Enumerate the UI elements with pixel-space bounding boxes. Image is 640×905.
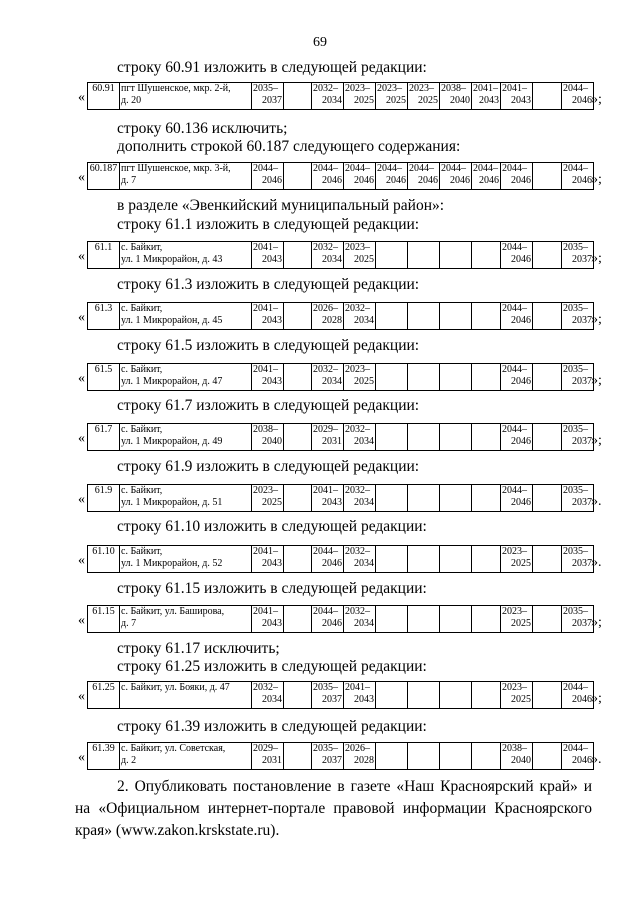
address-line: с. Байкит, (121, 546, 163, 557)
instruction-line: строку 61.17 исключить; (117, 640, 280, 657)
address-line: с. Байкит, ул. Баширова, (121, 606, 225, 617)
period-cell (472, 364, 501, 391)
instruction-line: строку 61.39 изложить в следующей редакции: (117, 718, 427, 735)
address-line: с. Байкит, ул. Бояки, д. 47 (121, 682, 230, 693)
period-cell (533, 83, 562, 110)
section-heading: в разделе «Эвенкийский муниципальный район»: (117, 197, 445, 214)
instruction-line: строку 61.15 изложить в следующей редакции: (117, 580, 427, 597)
opening-quote: « (78, 750, 85, 765)
period-cell: 2032– 2034 (312, 364, 344, 391)
address-line: пгт Шушенское, мкр. 3-й, (121, 163, 231, 174)
opening-quote: « (78, 553, 85, 568)
period-cell (284, 364, 312, 391)
period-cell (472, 546, 501, 573)
address-cell (120, 163, 252, 190)
closing-quote: »; (591, 373, 602, 388)
address-cell (120, 424, 252, 451)
table-row (87, 545, 594, 573)
period-cell (533, 546, 562, 573)
period-cell: 2044– 2046 (562, 83, 594, 110)
period-cell: 2023– 2025 (344, 364, 376, 391)
period-cell: 2044– 2046 (344, 163, 376, 190)
closing-quote: »; (591, 251, 602, 266)
period-cell (472, 242, 501, 269)
address-line: ул. 1 Микрорайон, д. 43 (121, 254, 223, 265)
table-row (87, 363, 594, 391)
address-line: ул. 1 Микрорайон, д. 49 (121, 436, 223, 447)
period-cell: 2023– 2025 (501, 682, 533, 709)
period-cell: 2023– 2025 (252, 485, 284, 512)
period-cell (440, 682, 472, 709)
period-cell (376, 485, 408, 512)
period-cell (284, 424, 312, 451)
period-cell: 2041– 2043 (252, 606, 284, 633)
period-cell: 2041– 2043 (344, 682, 376, 709)
address-cell (120, 364, 252, 391)
address-cell (120, 606, 252, 633)
period-cell: 2044– 2046 (501, 364, 533, 391)
instruction-line: строку 61.7 изложить в следующей редакции: (117, 397, 420, 414)
opening-quote: « (78, 90, 85, 105)
period-cell (472, 424, 501, 451)
period-cell (408, 485, 440, 512)
period-cell: 2044– 2046 (376, 163, 408, 190)
period-cell: 2038– 2040 (440, 83, 472, 110)
instruction-line: строку 61.25 изложить в следующей редакции: (117, 658, 427, 675)
closing-quote: ». (591, 752, 602, 767)
row-number: 61.1 (88, 242, 120, 269)
period-cell: 2041– 2043 (252, 303, 284, 330)
address-cell (120, 743, 252, 770)
opening-quote: « (78, 371, 85, 386)
period-cell (533, 303, 562, 330)
address-line: ул. 1 Микрорайон, д. 52 (121, 558, 223, 569)
period-cell (440, 424, 472, 451)
closing-quote: »; (591, 312, 602, 327)
period-cell: 2032– 2034 (344, 606, 376, 633)
period-cell: 2032– 2034 (312, 83, 344, 110)
period-cell: 2029– 2031 (312, 424, 344, 451)
table-row (87, 423, 594, 451)
row-number: 61.39 (88, 743, 120, 770)
period-cell: 2023– 2025 (501, 606, 533, 633)
table-row (87, 162, 594, 190)
period-cell: 2023– 2025 (344, 242, 376, 269)
period-cell (376, 424, 408, 451)
closing-quote: »; (591, 615, 602, 630)
period-cell: 2041– 2043 (252, 546, 284, 573)
address-cell (120, 242, 252, 269)
period-cell: 2038– 2040 (501, 743, 533, 770)
period-cell: 2026– 2028 (344, 743, 376, 770)
period-cell: 2035– 2037 (562, 364, 594, 391)
period-cell: 2044– 2046 (562, 682, 594, 709)
period-cell: 2044– 2046 (312, 546, 344, 573)
address-line: с. Байкит, (121, 424, 163, 435)
period-cell (408, 424, 440, 451)
instruction-line: строку 60.91 изложить в следующей редакции: (117, 59, 427, 76)
opening-quote: « (78, 613, 85, 628)
period-cell: 2032– 2034 (344, 303, 376, 330)
period-cell: 2035– 2037 (252, 83, 284, 110)
address-line: д. 7 (121, 618, 137, 629)
period-cell: 2029– 2031 (252, 743, 284, 770)
period-cell (533, 485, 562, 512)
table-row (87, 82, 594, 110)
closing-quote: »; (591, 433, 602, 448)
period-cell (440, 364, 472, 391)
period-cell (408, 682, 440, 709)
period-cell: 2035– 2037 (562, 424, 594, 451)
instruction-line: строку 61.9 изложить в следующей редакции: (117, 458, 420, 475)
period-cell (533, 606, 562, 633)
period-cell (376, 606, 408, 633)
period-cell (284, 303, 312, 330)
period-cell (440, 743, 472, 770)
period-cell (284, 546, 312, 573)
period-cell: 2044– 2046 (440, 163, 472, 190)
opening-quote: « (78, 689, 85, 704)
period-cell: 2032– 2034 (312, 242, 344, 269)
period-cell: 2041– 2043 (312, 485, 344, 512)
period-cell: 2041– 2043 (252, 364, 284, 391)
period-cell (533, 163, 562, 190)
final-paragraph (75, 776, 592, 842)
period-cell: 2023– 2025 (501, 546, 533, 573)
address-line: с. Байкит, (121, 242, 163, 253)
period-cell (440, 242, 472, 269)
instruction-line: строку 61.3 изложить в следующей редакции: (117, 276, 420, 293)
address-cell (120, 546, 252, 573)
period-cell (284, 606, 312, 633)
final-paragraph-text: 2. Опубликовать постановление в газете «Наш Красноярский край» и на «Официальном интернет-портале правовой информации Красноярского края» (www.zakon.krskstate.ru). (75, 778, 592, 839)
period-cell: 2038– 2040 (252, 424, 284, 451)
period-cell (440, 546, 472, 573)
opening-quote: « (78, 249, 85, 264)
period-cell (408, 743, 440, 770)
period-cell: 2035– 2037 (562, 485, 594, 512)
period-cell (376, 743, 408, 770)
row-number: 61.5 (88, 364, 120, 391)
address-cell (120, 682, 252, 709)
period-cell (284, 83, 312, 110)
address-line: с. Байкит, ул. Советская, (121, 743, 226, 754)
closing-quote: »; (591, 172, 602, 187)
period-cell (284, 163, 312, 190)
period-cell (472, 606, 501, 633)
address-cell (120, 303, 252, 330)
period-cell: 2032– 2034 (344, 546, 376, 573)
table-row (87, 605, 594, 633)
period-cell: 2044– 2046 (501, 485, 533, 512)
address-line: ул. 1 Микрорайон, д. 47 (121, 376, 223, 387)
period-cell (284, 242, 312, 269)
period-cell: 2023– 2025 (344, 83, 376, 110)
row-number: 61.15 (88, 606, 120, 633)
period-cell: 2044– 2046 (501, 163, 533, 190)
opening-quote: « (78, 431, 85, 446)
period-cell (440, 485, 472, 512)
address-line: д. 20 (121, 95, 142, 106)
instruction-line: строку 61.5 изложить в следующей редакции: (117, 337, 420, 354)
period-cell: 2044– 2046 (312, 163, 344, 190)
address-line: ул. 1 Микрорайон, д. 45 (121, 315, 223, 326)
period-cell (440, 303, 472, 330)
opening-quote: « (78, 170, 85, 185)
opening-quote: « (78, 310, 85, 325)
address-cell (120, 83, 252, 110)
address-line: пгт Шушенское, мкр. 2-й, (121, 83, 231, 94)
period-cell (408, 364, 440, 391)
address-line: с. Байкит, (121, 303, 163, 314)
period-cell: 2044– 2046 (501, 303, 533, 330)
period-cell: 2032– 2034 (344, 424, 376, 451)
period-cell (376, 682, 408, 709)
address-line: д. 2 (121, 755, 137, 766)
period-cell: 2023– 2025 (376, 83, 408, 110)
instruction-line: дополнить строкой 60.187 следующего содержания: (117, 138, 461, 155)
period-cell (376, 546, 408, 573)
table-row (87, 681, 594, 709)
period-cell (284, 743, 312, 770)
period-cell: 2035– 2037 (562, 303, 594, 330)
period-cell (376, 303, 408, 330)
period-cell (533, 364, 562, 391)
row-number: 61.7 (88, 424, 120, 451)
period-cell (376, 364, 408, 391)
row-number: 60.91 (88, 83, 120, 110)
period-cell: 2044– 2046 (408, 163, 440, 190)
row-number: 61.25 (88, 682, 120, 709)
period-cell (533, 743, 562, 770)
period-cell (472, 485, 501, 512)
period-cell: 2041– 2043 (472, 83, 501, 110)
table-row (87, 484, 594, 512)
period-cell (440, 606, 472, 633)
period-cell (533, 682, 562, 709)
period-cell: 2035– 2037 (312, 682, 344, 709)
period-cell: 2044– 2046 (252, 163, 284, 190)
closing-quote: ». (591, 555, 602, 570)
period-cell: 2032– 2034 (252, 682, 284, 709)
period-cell: 2044– 2046 (312, 606, 344, 633)
row-number: 61.3 (88, 303, 120, 330)
table-row (87, 302, 594, 330)
page-number: 69 (313, 35, 327, 50)
period-cell: 2026– 2028 (312, 303, 344, 330)
period-cell: 2041– 2043 (252, 242, 284, 269)
period-cell: 2044– 2046 (562, 163, 594, 190)
period-cell (408, 303, 440, 330)
address-cell (120, 485, 252, 512)
period-cell: 2035– 2037 (312, 743, 344, 770)
period-cell: 2044– 2046 (472, 163, 501, 190)
period-cell (408, 606, 440, 633)
period-cell (408, 546, 440, 573)
period-cell: 2035– 2037 (562, 546, 594, 573)
period-cell: 2044– 2046 (562, 743, 594, 770)
period-cell (533, 424, 562, 451)
period-cell (284, 682, 312, 709)
period-cell: 2035– 2037 (562, 606, 594, 633)
address-line: д. 7 (121, 175, 137, 186)
period-cell: 2032– 2034 (344, 485, 376, 512)
closing-quote: »; (591, 691, 602, 706)
closing-quote: »; (591, 92, 602, 107)
period-cell (472, 743, 501, 770)
row-number: 61.9 (88, 485, 120, 512)
period-cell (408, 242, 440, 269)
period-cell: 2044– 2046 (501, 424, 533, 451)
period-cell (284, 485, 312, 512)
period-cell (472, 303, 501, 330)
period-cell (533, 242, 562, 269)
address-line: с. Байкит, (121, 364, 163, 375)
period-cell: 2023– 2025 (408, 83, 440, 110)
table-row (87, 241, 594, 269)
row-number: 61.10 (88, 546, 120, 573)
opening-quote: « (78, 492, 85, 507)
address-line: ул. 1 Микрорайон, д. 51 (121, 497, 223, 508)
period-cell: 2035– 2037 (562, 242, 594, 269)
period-cell (472, 682, 501, 709)
period-cell (376, 242, 408, 269)
instruction-line: строку 61.10 изложить в следующей редакции: (117, 518, 427, 535)
period-cell: 2044– 2046 (501, 242, 533, 269)
address-line: с. Байкит, (121, 485, 163, 496)
instruction-line: строку 61.1 изложить в следующей редакции: (117, 216, 420, 233)
instruction-line: строку 60.136 исключить; (117, 120, 288, 137)
table-row (87, 742, 594, 770)
row-number: 60.187 (88, 163, 120, 190)
closing-quote: ». (591, 494, 602, 509)
period-cell: 2041– 2043 (501, 83, 533, 110)
